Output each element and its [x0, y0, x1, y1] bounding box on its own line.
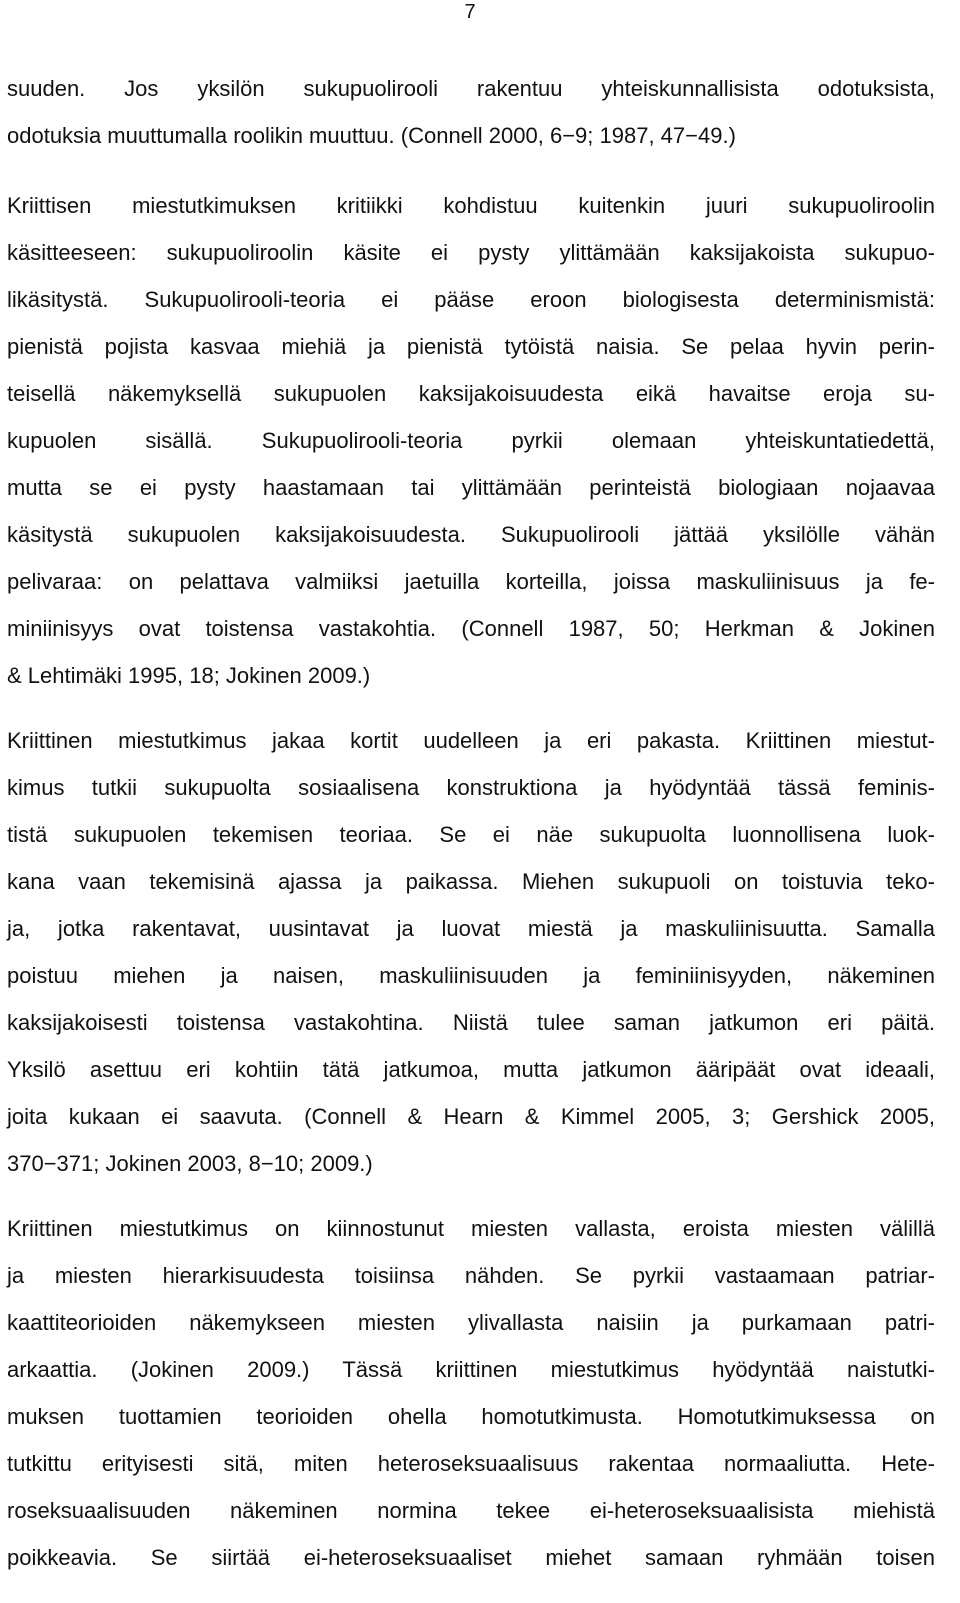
- text-line: kaattiteorioiden näkemykseen miesten ylivallasta naisiin ja purkamaan patri-: [7, 1310, 935, 1335]
- text-line: Kriittinen miestutkimus on kiinnostunut miesten vallasta, eroista miesten välillä: [7, 1216, 935, 1241]
- paragraph-2: [7, 182, 935, 699]
- text-line: pienistä pojista kasvaa miehiä ja pienistä tytöistä naisia. Se pelaa hyvin perin-: [7, 334, 935, 359]
- text-line: poistuu miehen ja naisen, maskuliinisuuden ja feminiinisyyden, näkeminen: [7, 963, 935, 988]
- text-line: likäsitystä. Sukupuolirooli-teoria ei pääse eroon biologisesta determinismistä:: [7, 287, 935, 312]
- text-line: ja miesten hierarkisuudesta toisiinsa nähden. Se pyrkii vastaamaan patriar-: [7, 1263, 935, 1288]
- text-line: & Lehtimäki 1995, 18; Jokinen 2009.): [7, 663, 371, 688]
- text-line: roseksuaalisuuden näkeminen normina tekee ei-heteroseksuaalisista miehistä: [7, 1498, 935, 1523]
- text-line: ja, jotka rakentavat, uusintavat ja luovat miestä ja maskuliinisuutta. Samalla: [7, 916, 935, 941]
- text-line: odotuksia muuttumalla roolikin muuttuu. (Connell 2000, 6−9; 1987, 47−49.): [7, 123, 736, 148]
- text-line: arkaattia. (Jokinen 2009.) Tässä kriittinen miestutkimus hyödyntää naistutki-: [7, 1357, 935, 1382]
- text-line: tistä sukupuolen tekemisen teoriaa. Se ei näe sukupuolta luonnollisena luok-: [7, 822, 935, 847]
- text-line: pelivaraa: on pelattava valmiiksi jaetuilla korteilla, joissa maskuliinisuus ja fe-: [7, 569, 935, 594]
- text-line: Yksilö asettuu eri kohtiin tätä jatkumoa, mutta jatkumon ääripäät ovat ideaali,: [7, 1057, 935, 1082]
- text-line: mutta se ei pysty haastamaan tai ylittämään perinteistä biologiaan nojaavaa: [7, 475, 935, 500]
- text-line: joita kukaan ei saavuta. (Connell & Hearn & Kimmel 2005, 3; Gershick 2005,: [7, 1104, 935, 1129]
- text-line: käsitteeseen: sukupuoliroolin käsite ei pysty ylittämään kaksijakoista sukupuo-: [7, 240, 935, 265]
- paragraph-4: [7, 1205, 935, 1581]
- text-line: suuden. Jos yksilön sukupuolirooli rakentuu yhteiskunnallisista odotuksista,: [7, 76, 935, 101]
- text-line: kimus tutkii sukupuolta sosiaalisena konstruktiona ja hyödyntää tässä feminis-: [7, 775, 935, 800]
- text-line: miniinisyys ovat toistensa vastakohtia. (Connell 1987, 50; Herkman & Jokinen: [7, 616, 935, 641]
- paragraph-3: [7, 717, 935, 1187]
- paragraph-1: [7, 65, 935, 159]
- text-line: kana vaan tekemisinä ajassa ja paikassa. Miehen sukupuoli on toistuvia teko-: [7, 869, 935, 894]
- text-line: tutkittu erityisesti sitä, miten heteroseksuaalisuus rakentaa normaaliutta. Hete-: [7, 1451, 935, 1476]
- text-line: teisellä näkemyksellä sukupuolen kaksijakoisuudesta eikä havaitse eroja su-: [7, 381, 935, 406]
- text-line: käsitystä sukupuolen kaksijakoisuudesta. Sukupuolirooli jättää yksilölle vähän: [7, 522, 935, 547]
- text-line: Kriittisen miestutkimuksen kritiikki kohdistuu kuitenkin juuri sukupuoliroolin: [7, 193, 935, 218]
- page-number: 7: [464, 1, 476, 23]
- text-line: kupuolen sisällä. Sukupuolirooli-teoria pyrkii olemaan yhteiskuntatiedettä,: [7, 428, 935, 453]
- text-line: 370−371; Jokinen 2003, 8−10; 2009.): [7, 1151, 373, 1176]
- text-line: kaksijakoisesti toistensa vastakohtina. Niistä tulee saman jatkumon eri päitä.: [7, 1010, 935, 1035]
- text-line: poikkeavia. Se siirtää ei-heteroseksuaaliset miehet samaan ryhmään toisen: [7, 1545, 935, 1570]
- text-line: muksen tuottamien teorioiden ohella homotutkimusta. Homotutkimuksessa on: [7, 1404, 935, 1429]
- text-line: Kriittinen miestutkimus jakaa kortit uudelleen ja eri pakasta. Kriittinen miestut-: [7, 728, 935, 753]
